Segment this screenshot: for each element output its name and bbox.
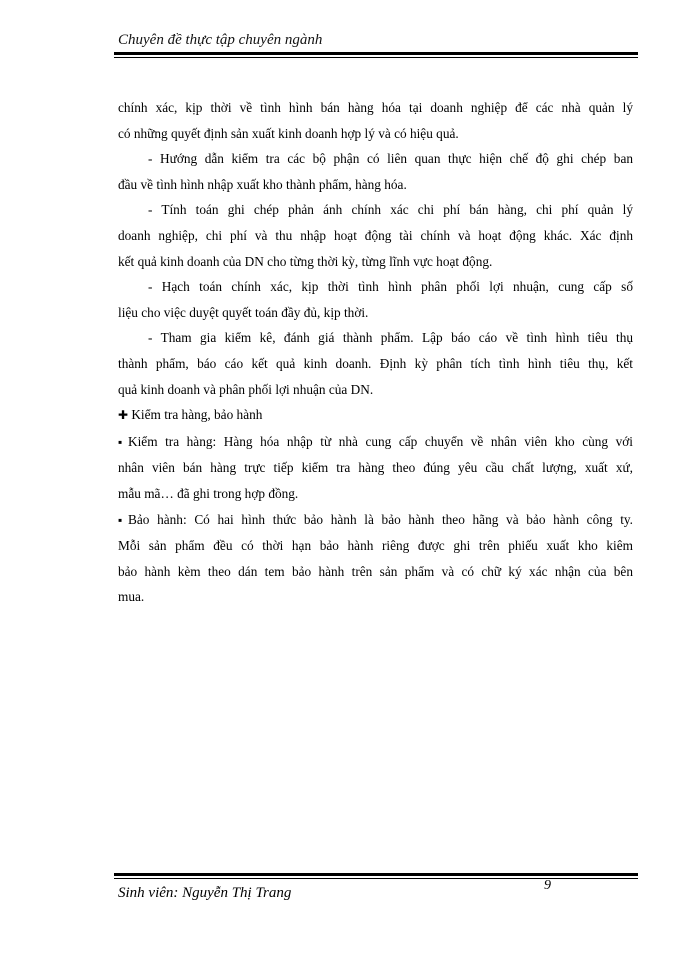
text-line: đầu về tình hình nhập xuất kho thành phẩm, hàng hóa. bbox=[118, 176, 407, 192]
section-heading bbox=[118, 402, 633, 429]
header-title: Chuyên đề thực tập chuyên ngành bbox=[118, 32, 323, 48]
document-body bbox=[118, 95, 633, 610]
paragraph bbox=[118, 95, 633, 146]
bullet-item bbox=[118, 429, 633, 507]
footer-rule-thick bbox=[114, 873, 638, 876]
text-line: mua. bbox=[118, 589, 145, 605]
footer-student-name: Sinh viên: Nguyễn Thị Trang bbox=[118, 885, 292, 901]
text-line: Mỗi sản phẩm đều có thời hạn bảo hành riêng được ghi trên phiếu xuất kho kiêm bbox=[118, 538, 633, 554]
text-line: chính xác, kịp thời về tình hình bán hàng hóa tại doanh nghiệp để các nhà quản lý bbox=[118, 100, 633, 115]
footer-rule-thin bbox=[114, 878, 638, 879]
header-rule-thin bbox=[114, 57, 638, 58]
header-rule-thick bbox=[114, 52, 638, 55]
text-line: mẫu mã… đã ghi trong hợp đồng. bbox=[118, 485, 299, 501]
text-line: thành phẩm, báo cáo kết quả kinh doanh. Định kỳ phân tích tình hình tiêu thụ, kết bbox=[118, 355, 633, 371]
text-line: liệu cho việc duyệt quyết toán đầy đủ, kịp thời. bbox=[118, 304, 369, 320]
text-line: quả kinh doanh và phân phối lợi nhuận của DN. bbox=[118, 381, 374, 397]
paragraph bbox=[118, 274, 633, 325]
text-line bbox=[118, 507, 633, 534]
text-line: doanh nghiệp, chi phí và thu nhập hoạt động tài chính và hoạt động khác. Xác định bbox=[118, 227, 633, 243]
text-line: - Hướng dẫn kiểm tra các bộ phận có liên quan thực hiện chế độ ghi chép ban bbox=[148, 151, 633, 167]
square-bullet-icon: ▪ bbox=[118, 512, 123, 527]
paragraph bbox=[118, 325, 633, 402]
bullet-item bbox=[118, 507, 633, 610]
square-bullet-icon: ▪ bbox=[118, 434, 123, 449]
text-line: bảo hành kèm theo dán tem bảo hành trên sản phẩm và có chữ ký xác nhận của bên bbox=[118, 563, 633, 579]
page-number: 9 bbox=[544, 878, 551, 893]
text-line: - Hạch toán chính xác, kịp thời tình hình phân phối lợi nhuận, cung cấp số bbox=[148, 279, 633, 295]
bullet-text: Kiểm tra hàng: Hàng hóa nhập từ nhà cung cấp chuyển về nhân viên kho cùng với bbox=[128, 433, 633, 449]
plus-icon: ✚ bbox=[118, 408, 129, 423]
paragraph bbox=[118, 146, 633, 197]
text-line: có những quyết định sản xuất kinh doanh hợp lý và có hiệu quả. bbox=[118, 125, 459, 141]
section-title: Kiểm tra hàng, bảo hành bbox=[131, 407, 263, 423]
text-line: - Tham gia kiểm kê, đánh giá thành phẩm. Lập báo cáo về tình hình tiêu thụ bbox=[148, 330, 633, 346]
bullet-text: Bảo hành: Có hai hình thức bảo hành là bảo hành theo hãng và bảo hành công ty. bbox=[128, 511, 633, 527]
text-line bbox=[118, 429, 633, 456]
text-line: - Tính toán ghi chép phản ánh chính xác chi phí bán hàng, chi phí quản lý bbox=[148, 202, 633, 218]
text-line: kết quả kinh doanh của DN cho từng thời kỳ, từng lĩnh vực hoạt động. bbox=[118, 253, 493, 269]
paragraph bbox=[118, 197, 633, 274]
text-line: nhân viên bán hàng trực tiếp kiểm tra hàng theo đúng yêu cầu chất lượng, xuất xứ, bbox=[118, 460, 633, 476]
